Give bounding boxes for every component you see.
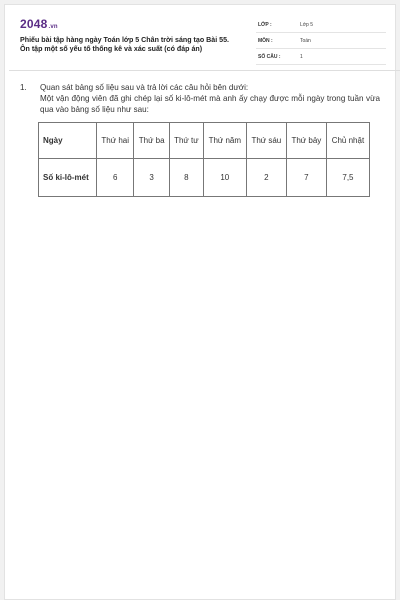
table-value-cell: 7	[286, 159, 326, 197]
table-value-cell: 8	[169, 159, 203, 197]
worksheet-title: Phiếu bài tập hàng ngày Toán lớp 5 Chân trời sáng tạo Bài 55. Ôn tập một số yếu tố thống kê và xác suất (có đáp án)	[20, 36, 230, 53]
meta-class	[256, 20, 386, 33]
question-instruction: Quan sát bảng số liệu sau và trả lời các câu hỏi bên dưới:	[40, 83, 249, 92]
worksheet-meta	[256, 20, 386, 68]
meta-subject	[256, 36, 386, 49]
table-day-cell: Thứ sáu	[246, 123, 286, 159]
table-row	[39, 159, 370, 197]
table-day-cell: Chủ nhật	[326, 123, 369, 159]
table-day-cell: Thứ ba	[134, 123, 169, 159]
table-value-cell: 7,5	[326, 159, 369, 197]
meta-question-count	[256, 52, 386, 65]
meta-class-label: LỚP :	[258, 22, 272, 28]
table-value-cell: 3	[134, 159, 169, 197]
table-day-cell: Thứ năm	[203, 123, 246, 159]
question-context: Một vận động viên đã ghi chép lại số ki-lô-mét mà anh ấy chạy được mỗi ngày trong tuần vừa qua vào bảng số liệu như sau:	[40, 94, 380, 114]
table-day-cell: Thứ bảy	[286, 123, 326, 159]
table-day-cell: Thứ hai	[97, 123, 134, 159]
meta-subject-value: Toán	[300, 38, 311, 44]
table-header-row	[39, 123, 370, 159]
question-text	[40, 82, 380, 115]
meta-question-count-label: SỐ CÂU :	[258, 54, 281, 60]
site-logo[interactable]: 2048.vn	[20, 17, 58, 31]
table-row-label: Số ki-lô-mét	[39, 159, 97, 197]
table-day-cell: Thứ tư	[169, 123, 203, 159]
table-header-label: Ngày	[39, 123, 97, 159]
table-value-cell: 2	[246, 159, 286, 197]
running-distance-table	[38, 122, 370, 197]
question-number: 1.	[20, 83, 27, 92]
meta-question-count-value: 1	[300, 54, 303, 60]
document-header	[20, 17, 385, 65]
table-value-cell: 6	[97, 159, 134, 197]
meta-subject-label: MÔN :	[258, 38, 273, 44]
table-value-cell: 10	[203, 159, 246, 197]
header-divider	[9, 70, 400, 71]
meta-class-value: Lớp 5	[300, 22, 314, 28]
